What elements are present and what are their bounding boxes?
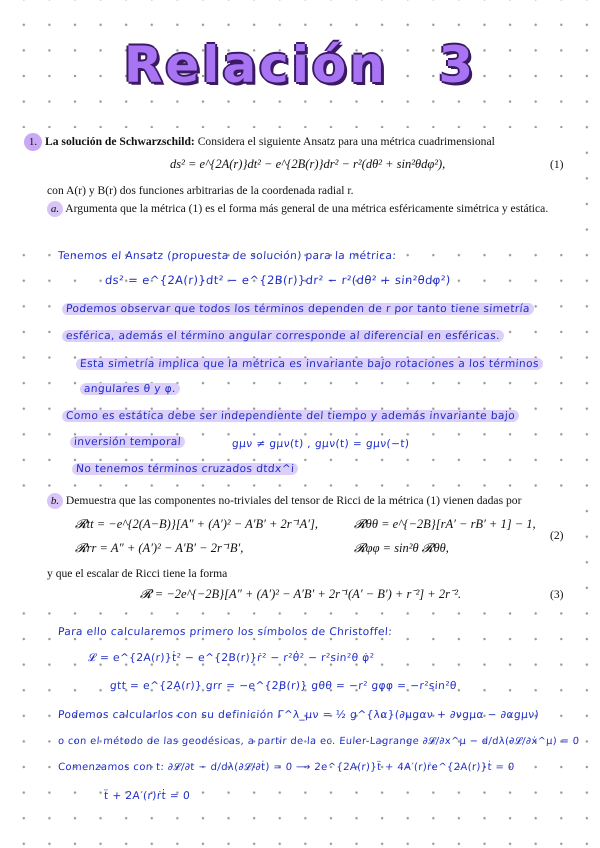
equation-1: ds² = e^{2A(r)}dt² − e^{2B(r)}dr² − r²(dθ² + sin²θdφ²),: [170, 157, 446, 171]
problem-number-badge: 1.: [24, 133, 42, 151]
part-a-text: Argumenta que la métrica (1) es el forma más general de una métrica esféricamente simétrica y estática.: [65, 202, 549, 215]
note-a-line-7: Como es estática debe ser independiente del tiempo y además invariante bajo: [62, 410, 520, 422]
ricci-rr: 𝓡rr = A″ + (A′)² − A′B′ − 2r⁻¹B′,: [75, 541, 244, 555]
ricci-tt: 𝓡tt = −e^{2(A−B)}[A″ + (A′)² − A′B′ + 2r⁻¹A′],: [75, 517, 319, 531]
note-b-line-6: Comenzamos con t: ∂𝓛/∂t − d/dλ(∂𝓛/∂ṫ) = 0 ⟶ 2e^{2A(r)}ẗ + 4A′(r)ṙe^{2A(r)}ṫ = 0: [57, 762, 515, 773]
note-b-metric-components: gtt = e^{2A(r)} grr = −e^{2B(r)} gθθ = −r² gφφ = −r²sin²θ: [109, 680, 458, 692]
note-a-line-8: inversión temporal: [70, 436, 186, 448]
ricci-scalar: 𝓡 = −2e^{−2B}[A″ + (A′)² − A′B′ + 2r⁻¹(A′ − B′) + r⁻²] + 2r⁻².: [140, 587, 462, 601]
problem-intro: [24, 133, 584, 151]
note-b-line-5: o con el método de las geodésicas, a partir de la ec. Euler-Lagrange ∂𝓛/∂x^μ − d/dλ(∂𝓛/∂ẋ^μ) = 0: [57, 736, 580, 747]
note-b-line-1: Para ello calcularemos primero los símbolos de Christoffel:: [57, 626, 393, 638]
equation-3-intro: y que el escalar de Ricci tiene la forma: [47, 567, 228, 580]
ricci-phiphi: 𝓡φφ = sin²θ 𝓡θθ,: [354, 541, 449, 555]
note-b-line-7: ẗ + 2A′(r)ṙṫ = 0: [103, 790, 191, 802]
note-a-line-6: angulares θ y φ.: [80, 383, 181, 395]
equation-3-number: (3): [550, 588, 564, 601]
note-a-line-3: Podemos observar que todos los términos dependen de r por tanto tiene simetría: [62, 303, 535, 315]
note-b-lagrangian: 𝓛 = e^{2A(r)}ṫ² − e^{2B(r)}ṙ² − r²θ̇² − r²sin²θ φ̇²: [87, 652, 375, 664]
note-a-line-5: Esta simetría implica que la métrica es invariante bajo rotaciones a los términos: [76, 358, 544, 370]
part-b-badge: b.: [47, 493, 63, 509]
problem-heading: La solución de Schwarzschild:: [45, 135, 195, 148]
page-title: Relación 3: [123, 36, 477, 94]
note-a-line-1: Tenemos el Ansatz (propuesta de solución) para la métrica:: [57, 250, 397, 262]
part-a-badge: a.: [47, 201, 63, 217]
part-b-text: Demuestra que las componentes no-triviales del tensor de Ricci de la métrica (1) vienen dadas por: [65, 494, 522, 507]
equation-1-number: (1): [550, 158, 564, 171]
note-b-line-4: Podemos calcularlos con su definición Γ^λ_μν = ½ g^{λα}(∂μgαν + ∂νgμα − ∂αgμν): [57, 709, 540, 721]
part-b: [47, 493, 577, 509]
note-a-metric-conditions: gμν ≠ gμν(t) , gμν(t) = gμν(−t): [231, 438, 410, 450]
problem-intro-text: Considera el siguiente Ansatz para una métrica cuadrimensional: [197, 135, 495, 148]
equation-1-note: con A(r) y B(r) dos funciones arbitrarias de la coordenada radial r.: [47, 184, 354, 197]
equation-2-number: (2): [550, 529, 564, 542]
ricci-thetatheta: 𝓡θθ = e^{−2B}[rA′ − rB′ + 1] − 1,: [354, 517, 536, 531]
note-a-line-4: esférica, además el término angular corresponde al diferencial en esféricas.: [62, 330, 505, 342]
note-a-line-2: ds² = e^{2A(r)}dt² − e^{2B(r)}dr² − r²(dθ² + sin²θdφ²): [104, 273, 452, 287]
part-a: [47, 201, 572, 217]
note-a-line-10: No tenemos términos cruzados dtdx^i: [72, 463, 299, 475]
